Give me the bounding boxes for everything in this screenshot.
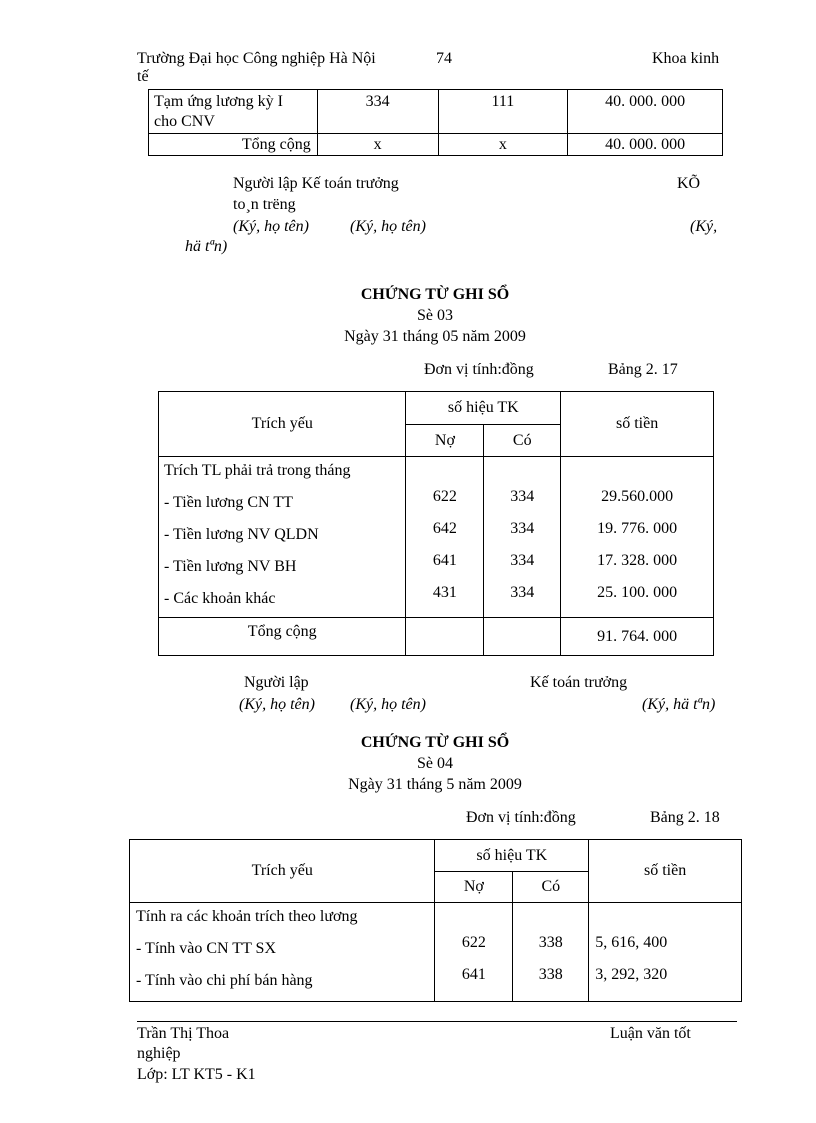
col-debit-header: Nợ [435,872,513,903]
signature-note-3: (Ký, hä tªn) [642,696,716,713]
voucher-03-unit: Đơn vị tính:đồng [424,361,534,378]
voucher-04-number: Sè 04 [417,755,453,772]
preparer-label: Người lập [244,674,309,691]
list-item: - Tiền lương NV QLDN [164,526,319,543]
list-item: - Các khoản khác [164,590,276,607]
total-credit: x [438,134,568,156]
section-heading: Tính ra các khoản trích theo lương [136,908,358,925]
col-debit-header: Nợ [406,425,484,457]
signature-title-cont: to¸n trëng [233,196,296,213]
row-amount: 40. 000. 000 [568,90,723,134]
voucher-03-title: CHỨNG TỪ GHI SỔ [360,286,510,303]
body-desc [159,457,406,618]
header-faculty: Khoa kinh [652,50,720,67]
footer-thesis: Luận văn tốt [610,1025,691,1042]
voucher-03-number: Sè 03 [417,307,453,324]
total-debit: x [317,134,438,156]
signature-note-1: (Ký, họ tên) [239,696,315,713]
col-desc-header: Trích yếu [159,392,406,457]
total-debit [406,618,484,656]
col-account-header: số hiệu TK [406,392,561,425]
voucher-04-unit: Đơn vị tính:đồng [466,809,576,826]
body-desc [130,903,435,1002]
signature-note-2: (Ký, họ tên) [350,696,426,713]
signature-note-2: (Ký, họ tên) [350,218,426,235]
footer-divider [137,1021,737,1022]
col-amount-header: số tiền [561,392,714,457]
body-amount: 29.560.000 19. 776. 000 17. 328. 000 25. 100. 000 [561,457,714,618]
body-amount: 5, 616, 400 3, 292, 320 [589,903,742,1002]
body-debit: 622 642 641 431 [406,457,484,618]
voucher-04-table-number: Bảng 2. 18 [650,809,720,826]
col-credit-header: Có [484,425,561,457]
total-amount: 91. 764. 000 [561,618,714,656]
total-credit [484,618,561,656]
row-credit: 111 [438,90,568,134]
header-page-number: 74 [436,50,452,67]
signature-note-3-cont: hä tªn) [185,238,228,255]
voucher-03-table [158,391,714,656]
footer-author: Trần Thị Thoa [137,1025,230,1042]
top-table [148,89,723,156]
voucher-04-date: Ngày 31 tháng 5 năm 2009 [348,776,522,793]
total-label: Tổng cộng [159,618,406,656]
col-amount-header: số tiền [589,840,742,903]
col-account-header: số hiệu TK [435,840,589,872]
voucher-04-title: CHỨNG TỪ GHI SỔ [360,734,510,751]
col-desc-header: Trích yếu [130,840,435,903]
list-item: - Tiền lương NV BH [164,558,297,575]
header-school: Trường Đại học Công nghiệp Hà Nội [137,50,376,67]
total-label: Tổng cộng [149,134,318,156]
signature-note-3: (Ký, [690,218,718,235]
signature-title-right: KÕ [677,175,701,192]
signature-note-1: (Ký, họ tên) [233,218,309,235]
body-credit: 338 338 [513,903,589,1002]
body-credit: 334 334 334 334 [484,457,561,618]
row-desc: Tạm ứng lương kỳ I cho CNV [149,90,318,134]
footer-class: Lớp: LT KT5 - K1 [137,1066,256,1083]
voucher-03-table-number: Bảng 2. 17 [608,361,678,378]
header-faculty-cont: tế [137,68,149,85]
table-row [149,90,723,134]
signature-titles: Người lập Kế toán trưởng [233,175,399,192]
total-amount: 40. 000. 000 [568,134,723,156]
table-row [149,134,723,156]
list-item: - Tính vào CN TT SX [136,940,277,957]
col-credit-header: Có [513,872,589,903]
voucher-04-table [129,839,742,1002]
chief-accountant-label: Kế toán trưởng [530,674,628,691]
body-debit: 622 641 [435,903,513,1002]
section-heading: Trích TL phải trả trong tháng [164,462,351,479]
list-item: - Tiền lương CN TT [164,494,293,511]
row-debit: 334 [317,90,438,134]
voucher-03-date: Ngày 31 tháng 05 năm 2009 [344,328,526,345]
footer-thesis-cont: nghiệp [137,1045,181,1062]
list-item: - Tính vào chi phí bán hàng [136,972,313,989]
